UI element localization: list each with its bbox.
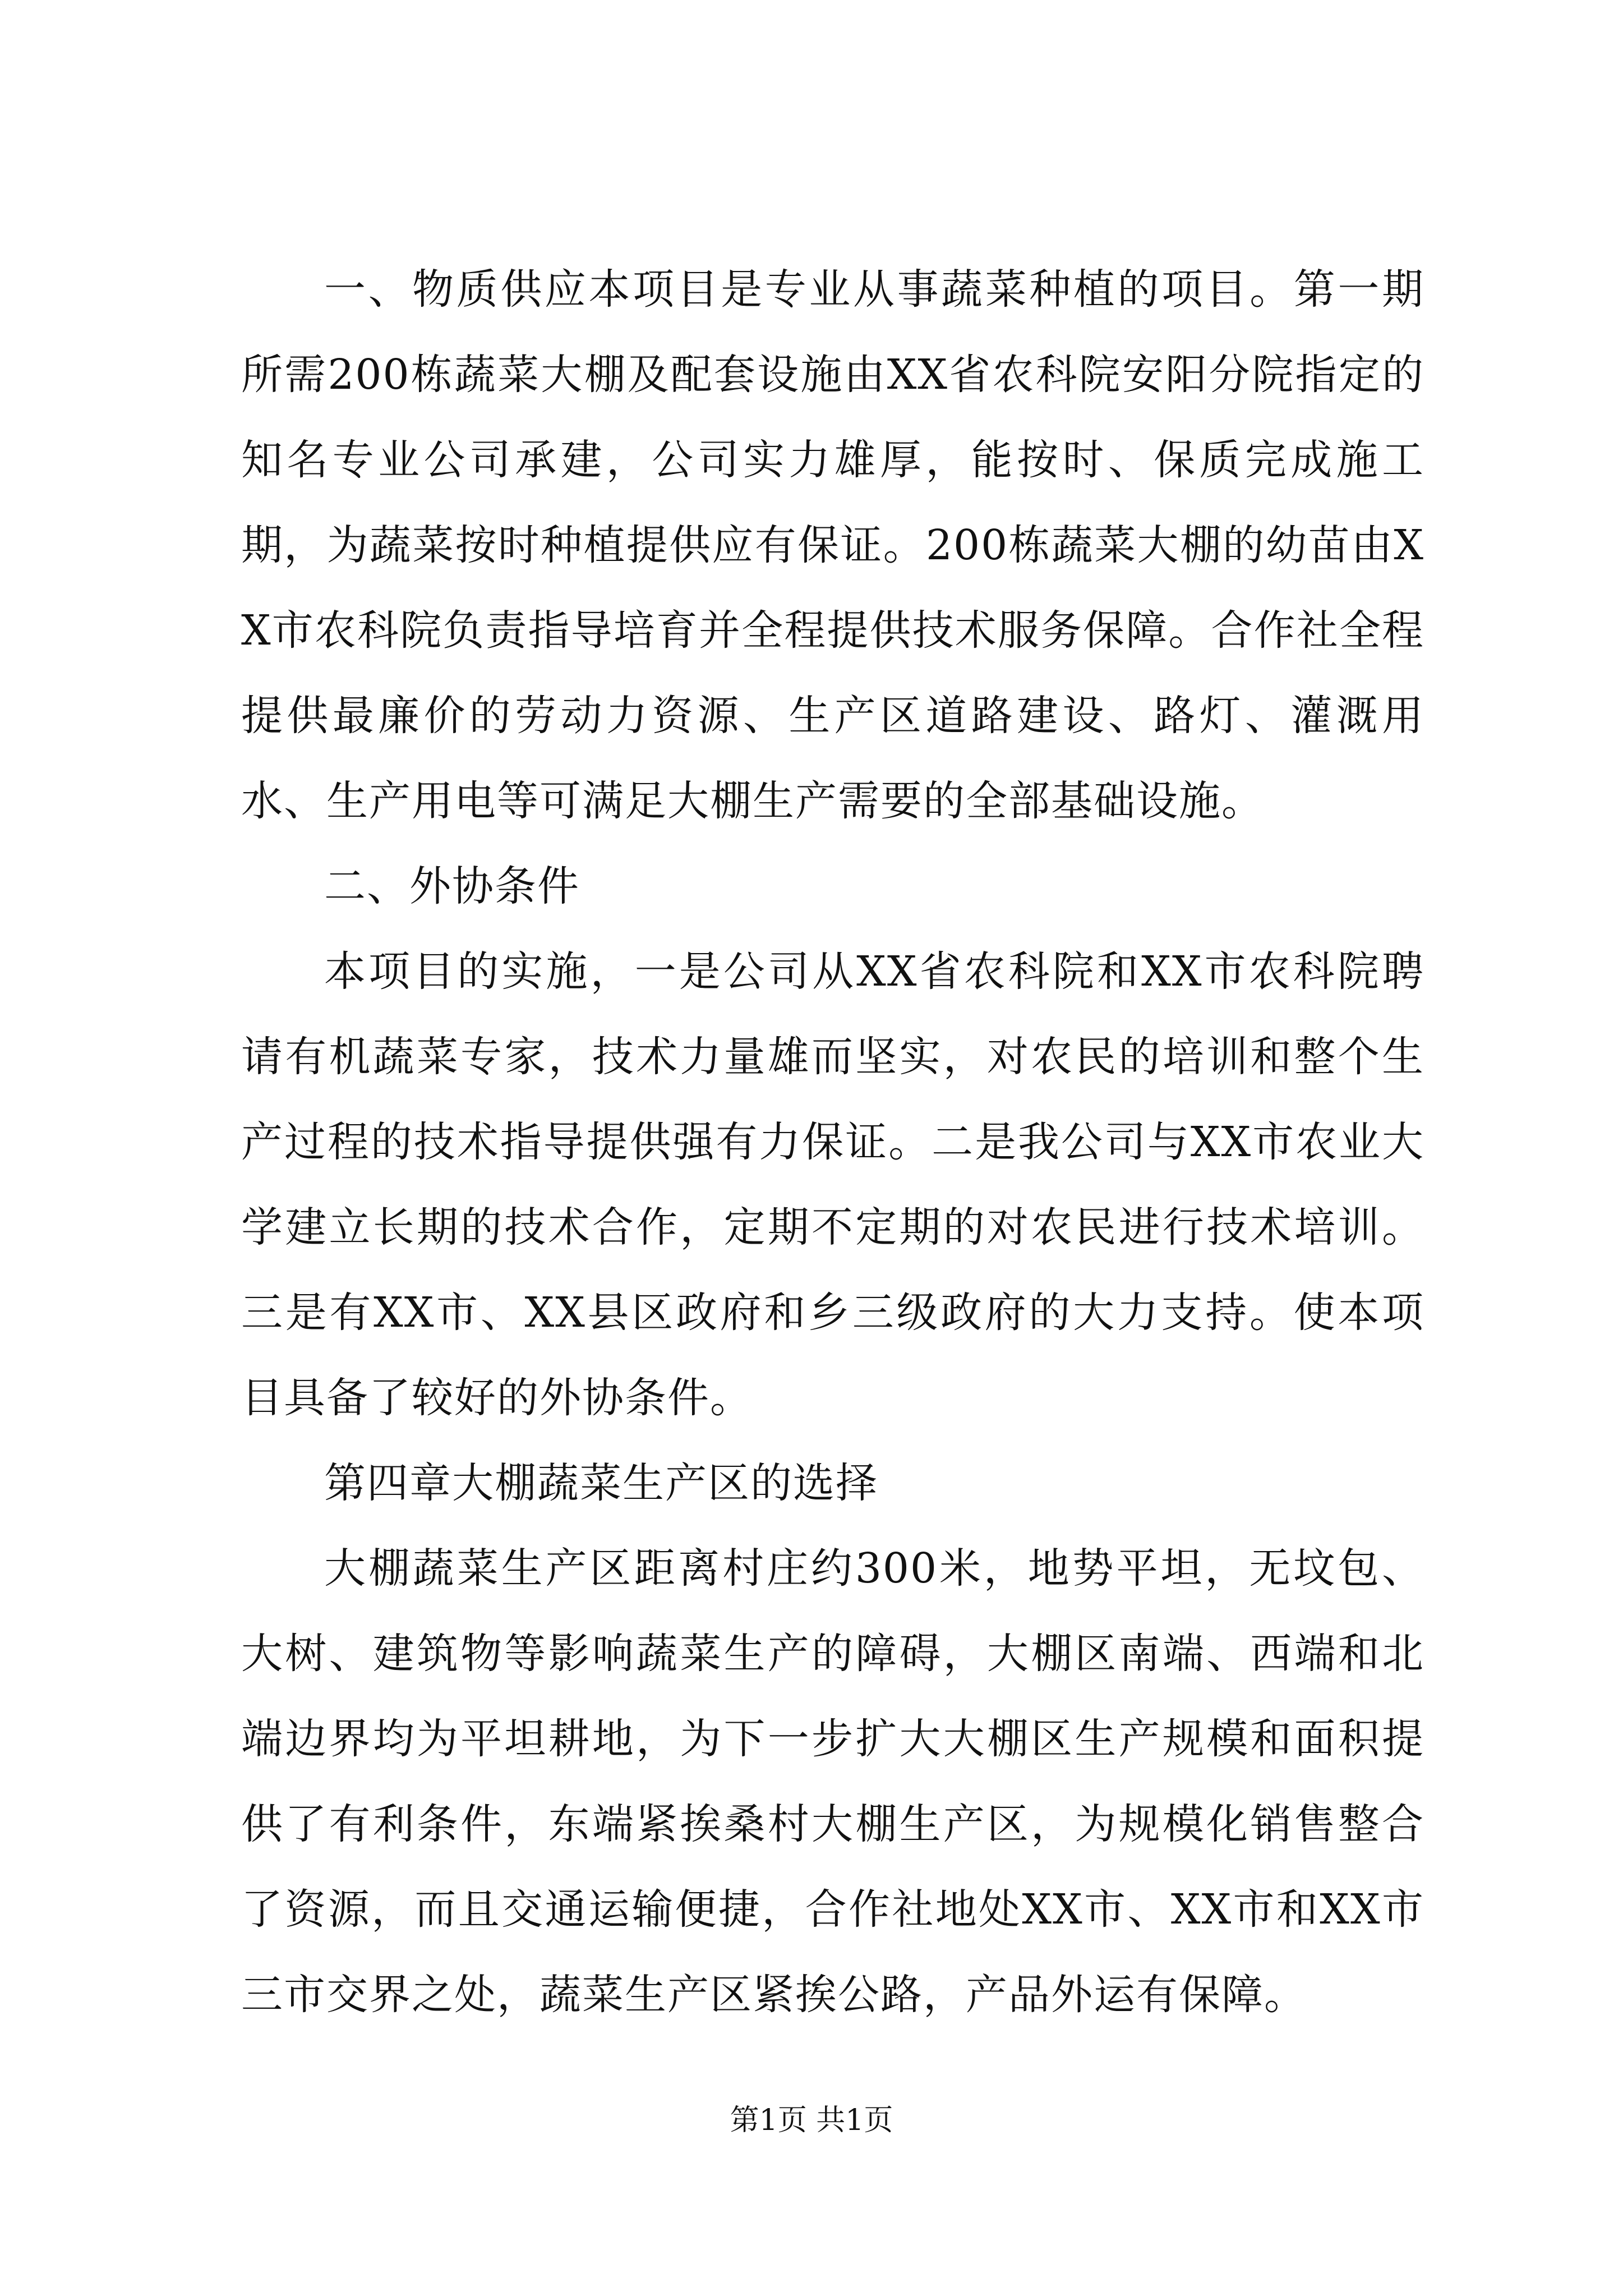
page-number-label: 第1页 共1页 (730, 2104, 893, 2137)
section-heading-external-conditions: 二、外协条件 (324, 862, 580, 910)
chapter-heading-site-selection: 第四章大棚蔬菜生产区的选择 (324, 1459, 878, 1507)
page-footer (0, 2101, 1623, 2140)
paragraph-site-selection: 大棚蔬菜生产区距离村庄约300米，地势平坦，无坟包、大树、建筑物等影响蔬菜生产的障碍，大棚区南端、西端和北端边界均为平坦耕地，为下一步扩大大棚区生产规模和面积提供了有利条件，东端紧挨桑村大棚生产区，为规模化销售整合了资源，而且交通运输便捷，合作社地处XX市、XX市和XX市三市交界之处，蔬菜生产区紧挨公路，产品外运有保障。 (241, 1544, 1424, 2019)
document-body (241, 247, 1424, 2037)
paragraph-external-conditions: 本项目的实施，一是公司从XX省农科院和XX市农科院聘请有机蔬菜专家，技术力量雄而坚实，对农民的培训和整个生产过程的技术指导提供强有力保证。二是我公司与XX市农业大学建立长期的技术合作，定期不定期的对农民进行技术培训。三是有XX市、XX县区政府和乡三级政府的大力支持。使本项目具备了较好的外协条件。 (241, 947, 1424, 1422)
paragraph-material-supply: 一、物质供应本项目是专业从事蔬菜种植的项目。第一期所需200栋蔬菜大棚及配套设施由XX省农科院安阳分院指定的知名专业公司承建，公司实力雄厚，能按时、保质完成施工期，为蔬菜按时种植提供应有保证。200栋蔬菜大棚的幼苗由XX市农科院负责指导培育并全程提供技术服务保障。合作社全程提供最廉价的劳动力资源、生产区道路建设、路灯、灌溉用水、生产用电等可满足大棚生产需要的全部基础设施。 (241, 265, 1424, 825)
